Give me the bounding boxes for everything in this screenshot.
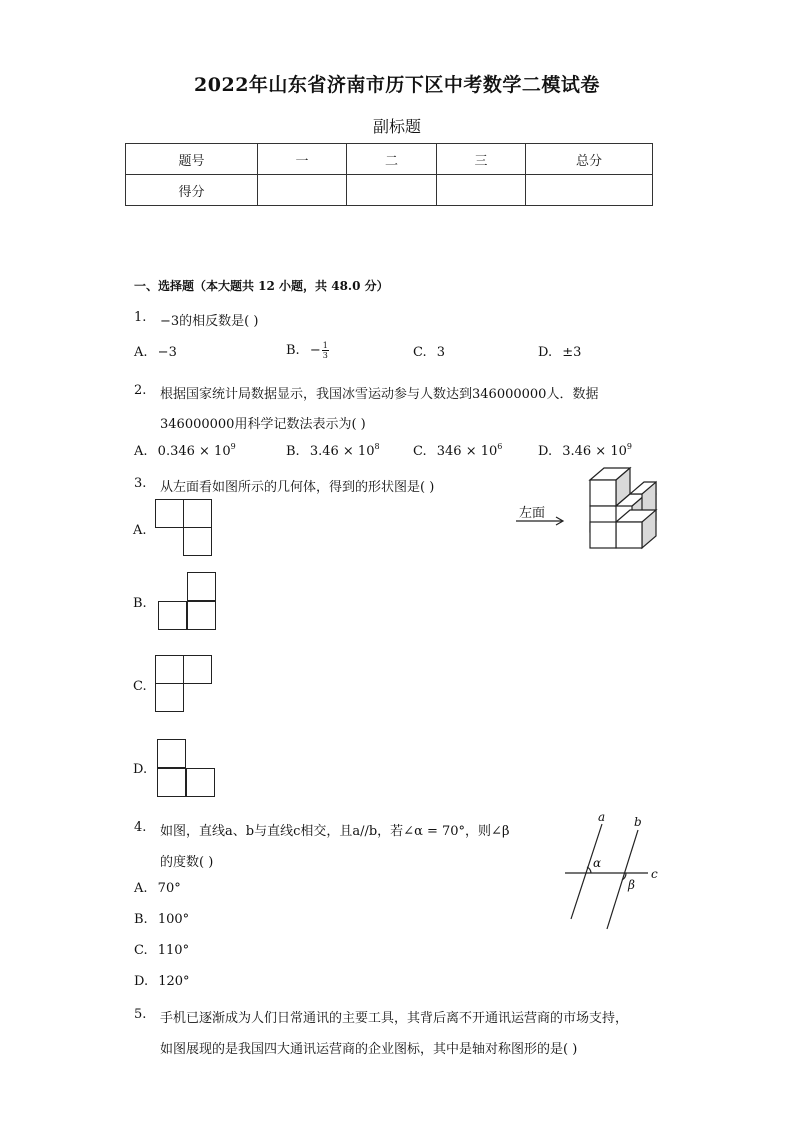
fraction-denominator: 3	[322, 351, 328, 360]
option-label: C.	[134, 943, 148, 958]
q4-option-d	[134, 974, 190, 989]
option-label: B.	[134, 912, 148, 927]
q3-solid-figure	[512, 466, 662, 556]
cube-front-face	[590, 522, 616, 548]
grid-square	[158, 601, 187, 630]
question-number: 1.	[134, 310, 147, 325]
line-a	[571, 824, 602, 919]
question-text-line2: 的度数( )	[160, 855, 214, 870]
question-number: 3.	[134, 476, 147, 491]
score-cell: 得分	[126, 175, 258, 206]
grid-square	[157, 739, 186, 768]
option-label: C.	[413, 444, 427, 459]
score-cell: 总分	[526, 144, 653, 175]
q4-option-b	[134, 912, 189, 927]
exponent: 9	[230, 442, 236, 451]
question-text-line2: 如图展现的是我国四大通讯运营商的企业图标，其中是轴对称图形的是( )	[160, 1042, 578, 1057]
cube-front-face	[616, 522, 642, 548]
q1-option-b	[286, 341, 329, 360]
option-label: B.	[286, 343, 300, 358]
grid-square	[183, 527, 212, 556]
angle-beta-label: β	[628, 878, 635, 892]
left-view-label: 左面	[519, 506, 546, 521]
q4-option-c	[134, 943, 189, 958]
score-cell: 二	[347, 144, 437, 175]
question-number: 5.	[134, 1007, 147, 1022]
option-value: 3.46 × 10	[309, 444, 375, 459]
question-number: 4.	[134, 820, 147, 835]
score-cell: 三	[437, 144, 526, 175]
question-text-line1: 手机已逐渐成为人们日常通讯的主要工具，其背后离不开通讯运营商的市场支持，	[160, 1011, 629, 1026]
option-value: 110°	[157, 943, 190, 958]
q4-parallel-lines-figure	[560, 810, 670, 935]
q3-option-b-label: B.	[133, 596, 147, 611]
option-value: 100°	[157, 912, 190, 927]
cube-front-face	[590, 480, 616, 506]
option-value: 70°	[157, 881, 181, 896]
q3-option-a-shape	[155, 499, 215, 559]
grid-square	[187, 572, 216, 601]
page-subtitle: 副标题	[372, 117, 421, 136]
option-value: 346 × 10	[436, 444, 498, 459]
exponent: 8	[374, 442, 380, 451]
line-c-label: c	[651, 867, 658, 881]
question-number: 2.	[134, 383, 147, 398]
score-table-header-row	[126, 144, 653, 175]
score-cell: 一	[258, 144, 347, 175]
score-cell	[437, 175, 526, 206]
grid-square	[183, 655, 212, 684]
question-text-line1: 根据国家统计局数据显示，我国冰雪运动参与人数达到346000000人．数据	[160, 387, 599, 402]
q3-option-b-shape	[158, 572, 218, 632]
line-a-label: a	[598, 810, 606, 824]
q2-option-b	[286, 444, 380, 459]
option-label: B.	[286, 444, 300, 459]
option-label: D.	[538, 345, 553, 360]
q3-option-c-shape	[155, 655, 215, 715]
page-title: 2022年山东省济南市历下区中考数学二模试卷	[194, 74, 600, 96]
question-text: 从左面看如图所示的几何体，得到的形状图是( )	[160, 480, 435, 495]
option-label: A.	[134, 345, 148, 360]
score-table	[125, 143, 653, 206]
q3-option-d-shape	[157, 739, 217, 799]
option-label: D.	[134, 974, 149, 989]
q2-option-c	[413, 444, 502, 459]
q3-option-d-label: D.	[133, 762, 148, 777]
q1-option-d	[538, 345, 581, 360]
score-cell: 题号	[126, 144, 258, 175]
q3-option-c-label: C.	[133, 679, 147, 694]
option-label: A.	[134, 881, 148, 896]
grid-square	[187, 601, 216, 630]
score-table-score-row	[126, 175, 653, 206]
score-cell	[347, 175, 437, 206]
option-value: 120°	[158, 974, 190, 989]
option-label: D.	[538, 444, 553, 459]
option-value: 3.46 × 10	[562, 444, 627, 459]
question-text: −3的相反数是( )	[160, 314, 259, 329]
option-value: −3	[157, 345, 177, 360]
option-value: −	[309, 343, 321, 358]
option-value: 3	[436, 345, 446, 360]
line-b-label: b	[634, 815, 642, 829]
option-label: A.	[134, 444, 148, 459]
q1-option-c	[413, 345, 445, 360]
question-text-line1: 如图，直线a、b与直线c相交，且a//b，若∠α = 70°，则∠β	[160, 824, 510, 839]
grid-square	[157, 768, 186, 797]
grid-square	[183, 499, 212, 528]
exponent: 6	[497, 442, 503, 451]
fraction-numerator: 1	[322, 341, 328, 350]
q4-option-a	[134, 881, 181, 896]
angle-alpha-label: α	[593, 856, 602, 870]
q2-option-a	[134, 444, 236, 459]
grid-square	[186, 768, 215, 797]
grid-square	[155, 655, 184, 684]
option-value: ±3	[562, 345, 582, 360]
score-cell	[526, 175, 653, 206]
option-value: 0.346 × 10	[157, 444, 231, 459]
exponent: 9	[626, 442, 632, 451]
q3-option-a-label: A.	[133, 523, 147, 538]
score-cell	[258, 175, 347, 206]
section-heading: 一、选择题（本大题共 12 小题，共 48.0 分）	[134, 279, 389, 293]
q1-option-a	[134, 345, 177, 360]
grid-square	[155, 499, 184, 528]
fraction	[322, 341, 329, 360]
q2-option-d	[538, 444, 632, 459]
option-label: C.	[413, 345, 427, 360]
grid-square	[155, 683, 184, 712]
question-text-line2: 346000000用科学记数法表示为( )	[160, 417, 366, 432]
